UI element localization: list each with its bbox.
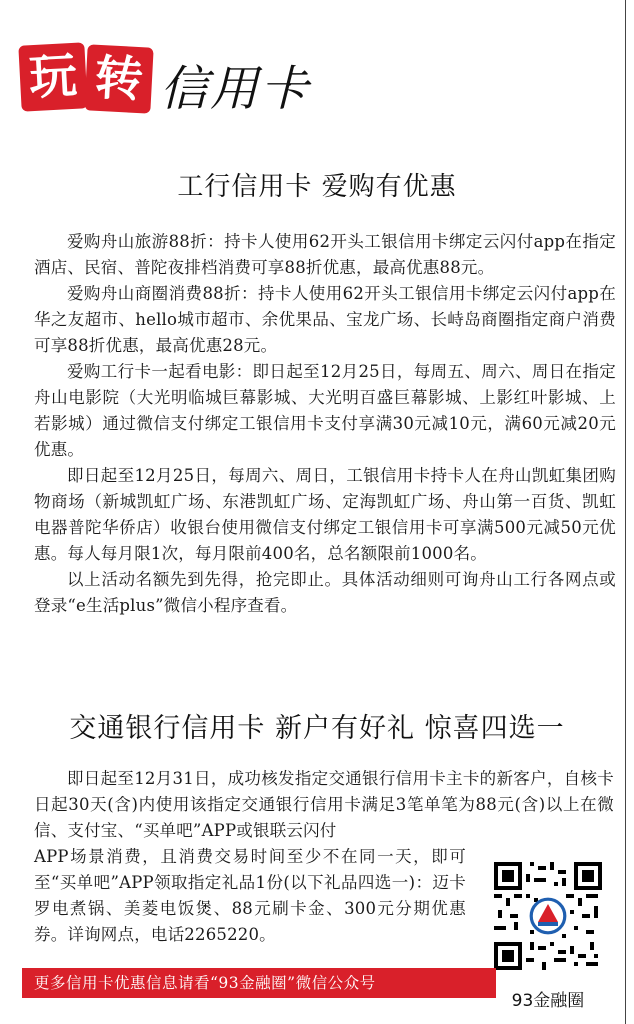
footer-banner: 更多信用卡优惠信息请看“93金融圈”微信公众号 xyxy=(22,968,496,998)
paragraph: 以上活动名额先到先得，抢完即止。具体活动细则可询舟山工行各网点或登录“e生活plus”微信小程序查看。 xyxy=(34,570,616,615)
paragraph: 爱购舟山商圈消费88折：持卡人使用62开头工银信用卡绑定云闪付app在华之友超市、hello城市超市、余优果品、宝龙广场、长峙岛商圈指定商户消费可享88折优惠，最高优惠28元。 xyxy=(34,284,616,355)
section-title-icbc: 工行信用卡 爱购有优惠 xyxy=(177,172,457,202)
logo-char-box-2: 转 xyxy=(84,44,153,113)
paragraph: APP场景消费，且消费交易时间至少不在同一天，即可至“买单吧”APP领取指定礼品1份(以下礼品四选一)：迈卡罗电煮锅、美菱电饭煲、88元刷卡金、300元分期优惠券。详询网点，电话2265220。 xyxy=(34,847,466,944)
qr-caption: 93金融圈 xyxy=(511,991,585,1011)
logo-title: 信用卡 xyxy=(160,61,311,117)
section-body-icbc xyxy=(34,229,616,619)
logo-char-box-1: 玩 xyxy=(18,42,87,111)
qr-code-icon xyxy=(494,862,602,970)
paragraph: 即日起至12月25日，每周六、周日，工银信用卡持卡人在舟山凯虹集团购物商场（新城凯虹广场、东港凯虹广场、定海凯虹广场、舟山第一百货、凯虹电器普陀华侨店）收银台使用微信支付绑定工银信用卡可享满500元减50元优惠。每人每月限1次，每月限前400名，总名额限前1000名。 xyxy=(34,466,616,563)
paragraph: 爱购工行卡一起看电影：即日起至12月25日，每周五、周六、周日在指定舟山电影院（大光明临城巨幕影城、大光明百盛巨幕影城、上影红叶影城、上若影城）通过微信支付绑定工银信用卡支付享满30元减10元，满60元减20元优惠。 xyxy=(34,362,616,459)
paragraph: 爱购舟山旅游88折：持卡人使用62开头工银信用卡绑定云闪付app在指定酒店、民宿、普陀夜排档消费可享88折优惠，最高优惠88元。 xyxy=(34,232,616,277)
section-title-bocom: 交通银行信用卡 新户有好礼 惊喜四选一 xyxy=(69,713,565,744)
paragraph: 即日起至12月31日，成功核发指定交通银行信用卡主卡的新客户，自核卡日起30天(含)内使用该指定交通银行信用卡满足3笔单笔为88元(含)以上在微信、支付宝、“买单吧”APP或银联云闪付 xyxy=(34,769,614,840)
page-edge-rule xyxy=(625,0,626,1024)
